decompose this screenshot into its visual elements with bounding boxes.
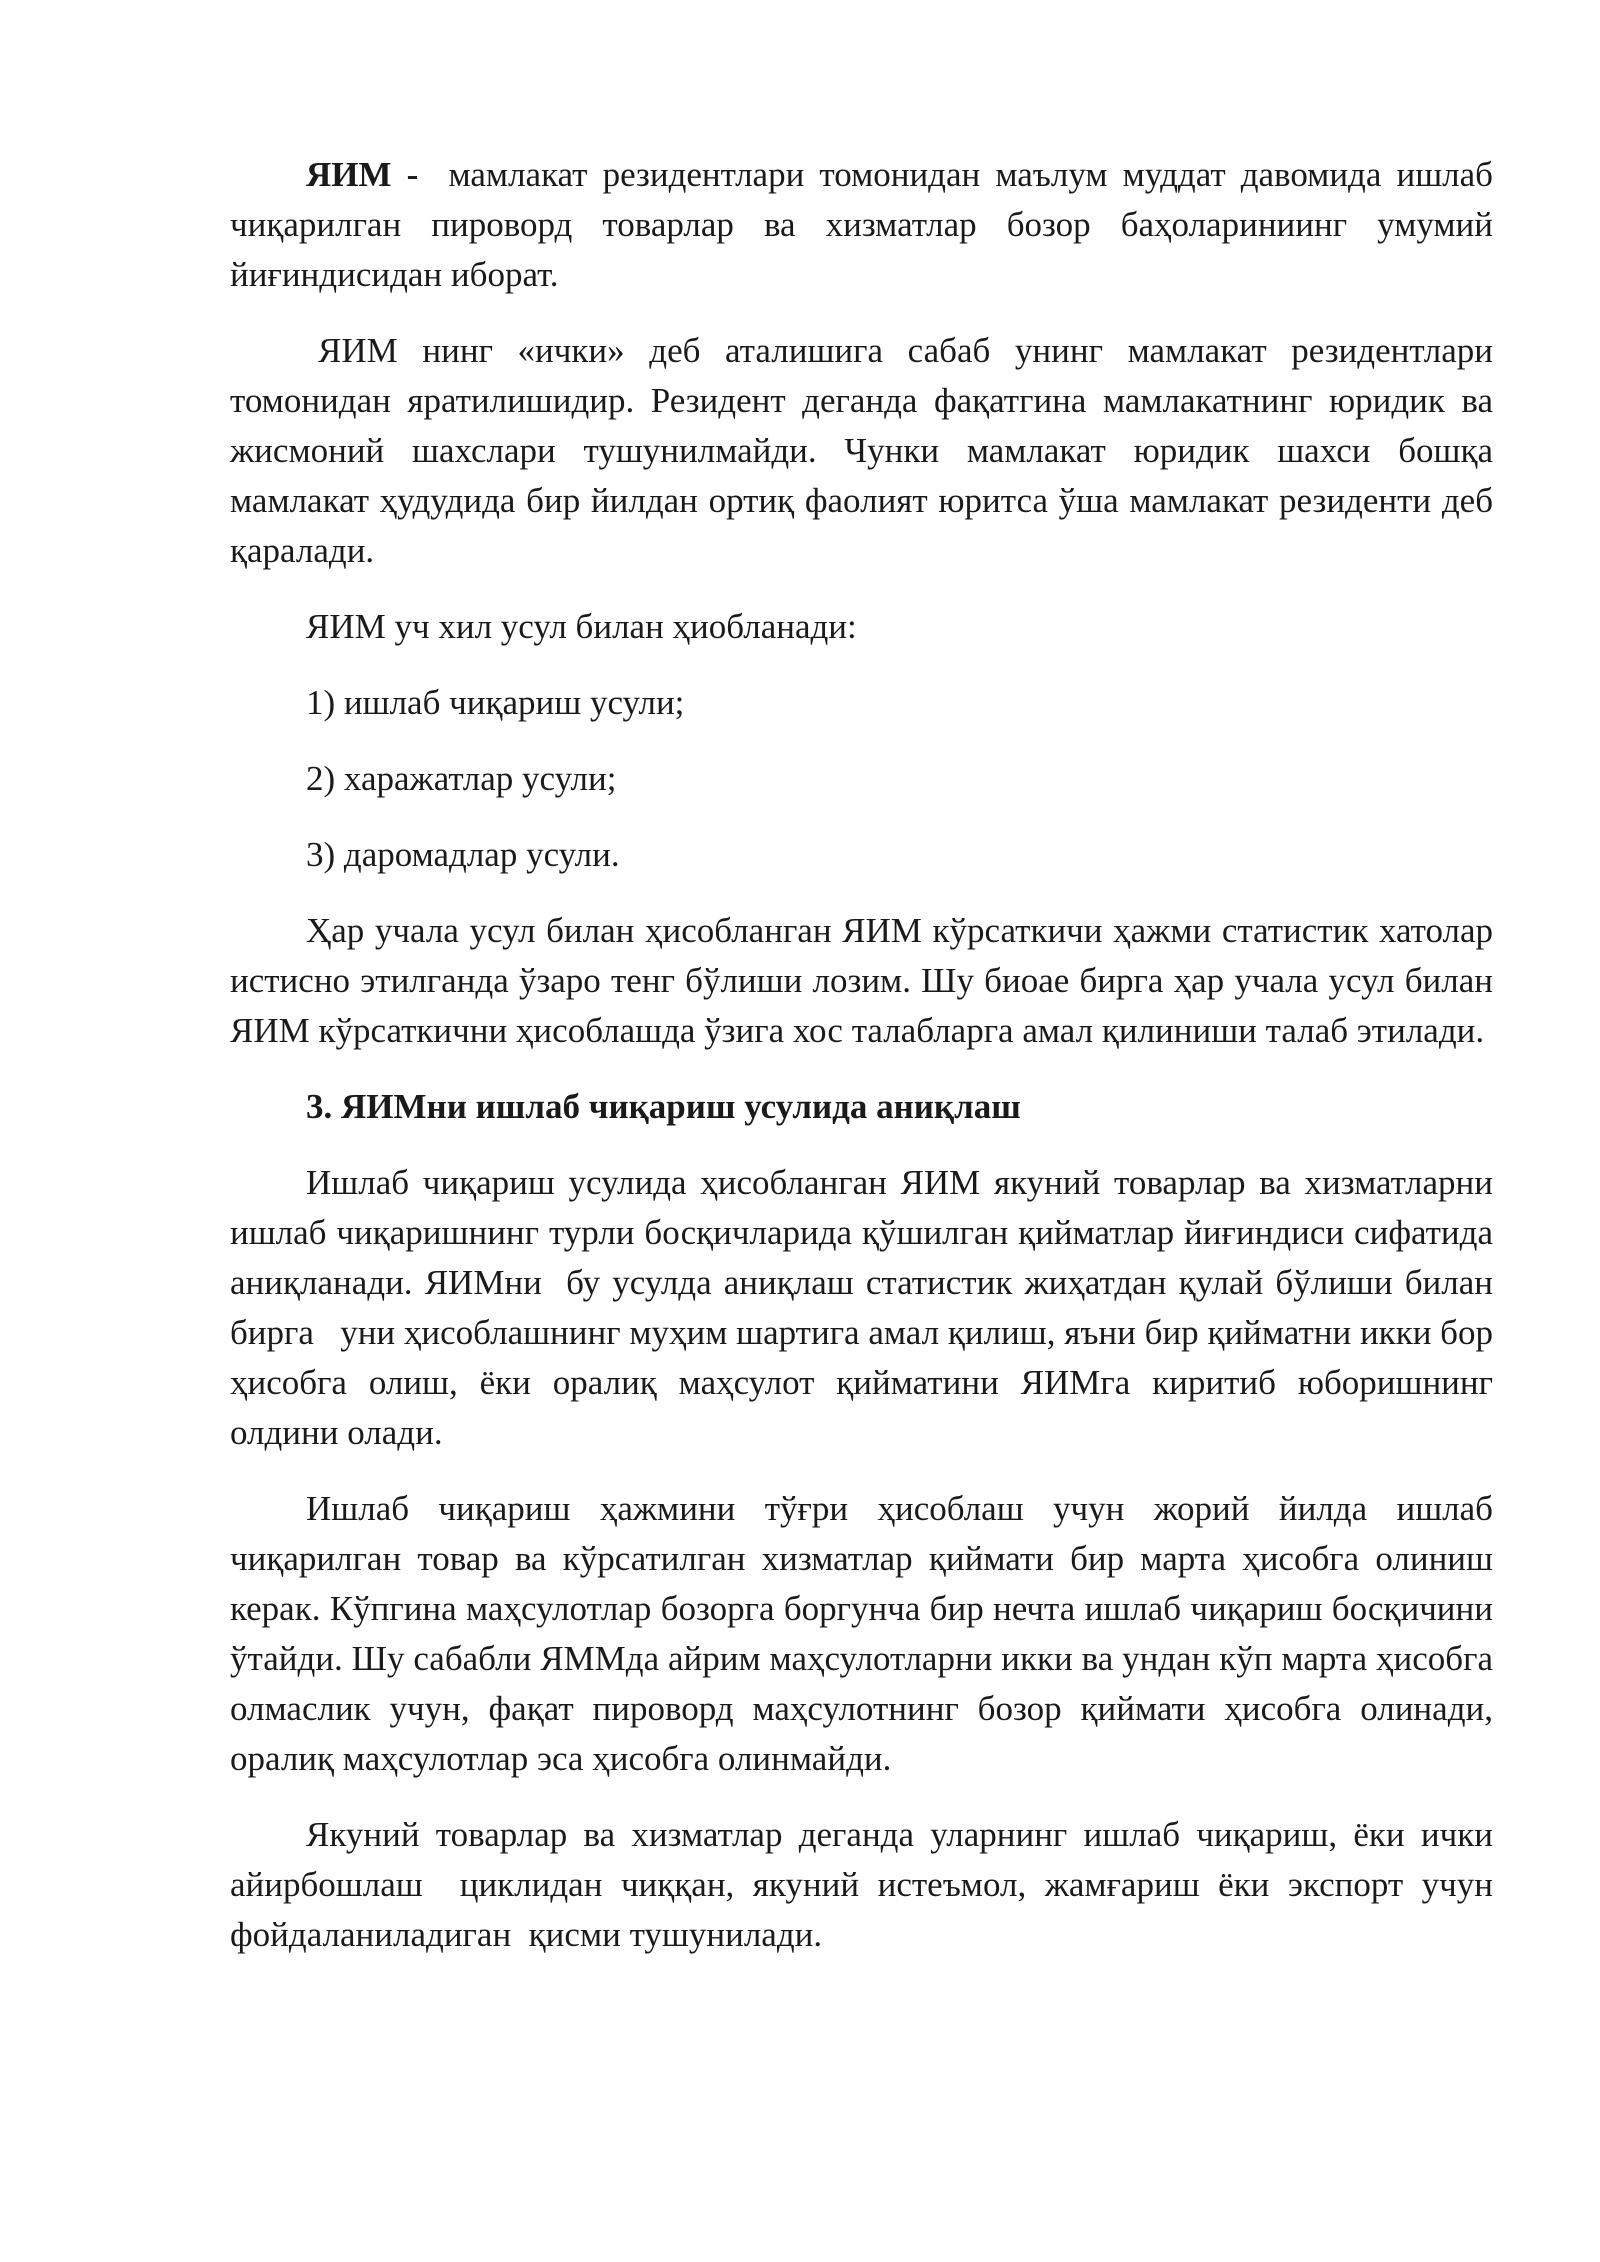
intro-paragraph (230, 150, 1502, 300)
methods-intro: ЯИМ уч хил усул билан ҳиобланади: (306, 607, 857, 646)
production-volume-paragraph: Ишлаб чиқариш ҳажмини тўғри ҳисоблаш учун жорий йилда ишлаб чиқарилган товар ва кўрсатилган хизматлар қиймати бир марта ҳисобга олиниш керак. Кўпгина маҳсулотлар бозорга боргунча бир нечта ишлаб чиқариш босқичини ўтайди. Шу сабабли ЯММда айрим маҳсулотларни икки ва ундан кўп марта ҳисобга олмаслик учун, фақат пироворд маҳсулотнинг бозор қиймати ҳисобга олинади, оралиқ маҳсулотлар эса ҳисобга олинмайди. (230, 1489, 1493, 1778)
intro-definition-text: мамлакат резидентлари томонидан маълум муддат давомида ишлаб чиқарилган пироворд товарлар ва хизматлар бозор баҳолариниинг умумий йиғиндисидан иборат. (230, 155, 1502, 294)
term-yaim: ЯИМ - (306, 155, 419, 194)
method-item-income: 3) даромадлар усули. (306, 835, 620, 874)
final-goods-paragraph: Якуний товарлар ва хизматлар деганда уларнинг ишлаб чиқариш, ёки ички айирбошлаш циклидан чиққан, якуний истеъмол, жамғариш ёки экспорт учун фойдаланиладиган қисми тушунилади. (230, 1815, 1502, 1954)
document-page (230, 150, 1502, 1986)
section-heading: 3. ЯИМни ишлаб чиқариш усулида аниқлаш (306, 1087, 1021, 1126)
production-method-paragraph: Ишлаб чиқариш усулида ҳисобланган ЯИМ якуний товарлар ва хизматларни ишлаб чиқаришнинг турли босқичларида қўшилган қийматлар йиғиндиси сифатида аниқланади. ЯИМни бу усулда аниқлаш статистик жиҳатдан қулай бўлиши билан бирга уни ҳисоблашнинг муҳим шартига амал қилиш, яъни бир қийматни икки бор ҳисобга олиш, ёки оралиқ маҳсулот қийматини ЯИМга киритиб юборишнинг олдини олади. (230, 1163, 1502, 1452)
method-item-expenditure: 2) харажатлар усули; (306, 759, 617, 798)
inner-meaning-paragraph: ЯИМ нинг «ички» деб аталишига сабаб унинг мамлакат резидентлари томонидан яратилишидир. Резидент деганда фақатгина мамлакатнинг юридик ва жисмоний шахслари тушунилмайди. Чунки мамлакат юридик шахси бошқа мамлакат ҳудудида бир йилдан ортиқ фаолият юритса ўша мамлакат резиденти деб қаралади. (230, 331, 1493, 570)
method-item-production: 1) ишлаб чиқариш усули; (306, 683, 685, 722)
equality-paragraph: Ҳар учала усул билан ҳисобланган ЯИМ кўрсаткичи ҳажми статистик хатолар истисно этилганда ўзаро тенг бўлиши лозим. Шу биоае бирга ҳар учала усул билан ЯИМ кўрсаткични ҳисоблашда ўзига хос талабларга амал қилиниши талаб этилади. (230, 911, 1493, 1050)
